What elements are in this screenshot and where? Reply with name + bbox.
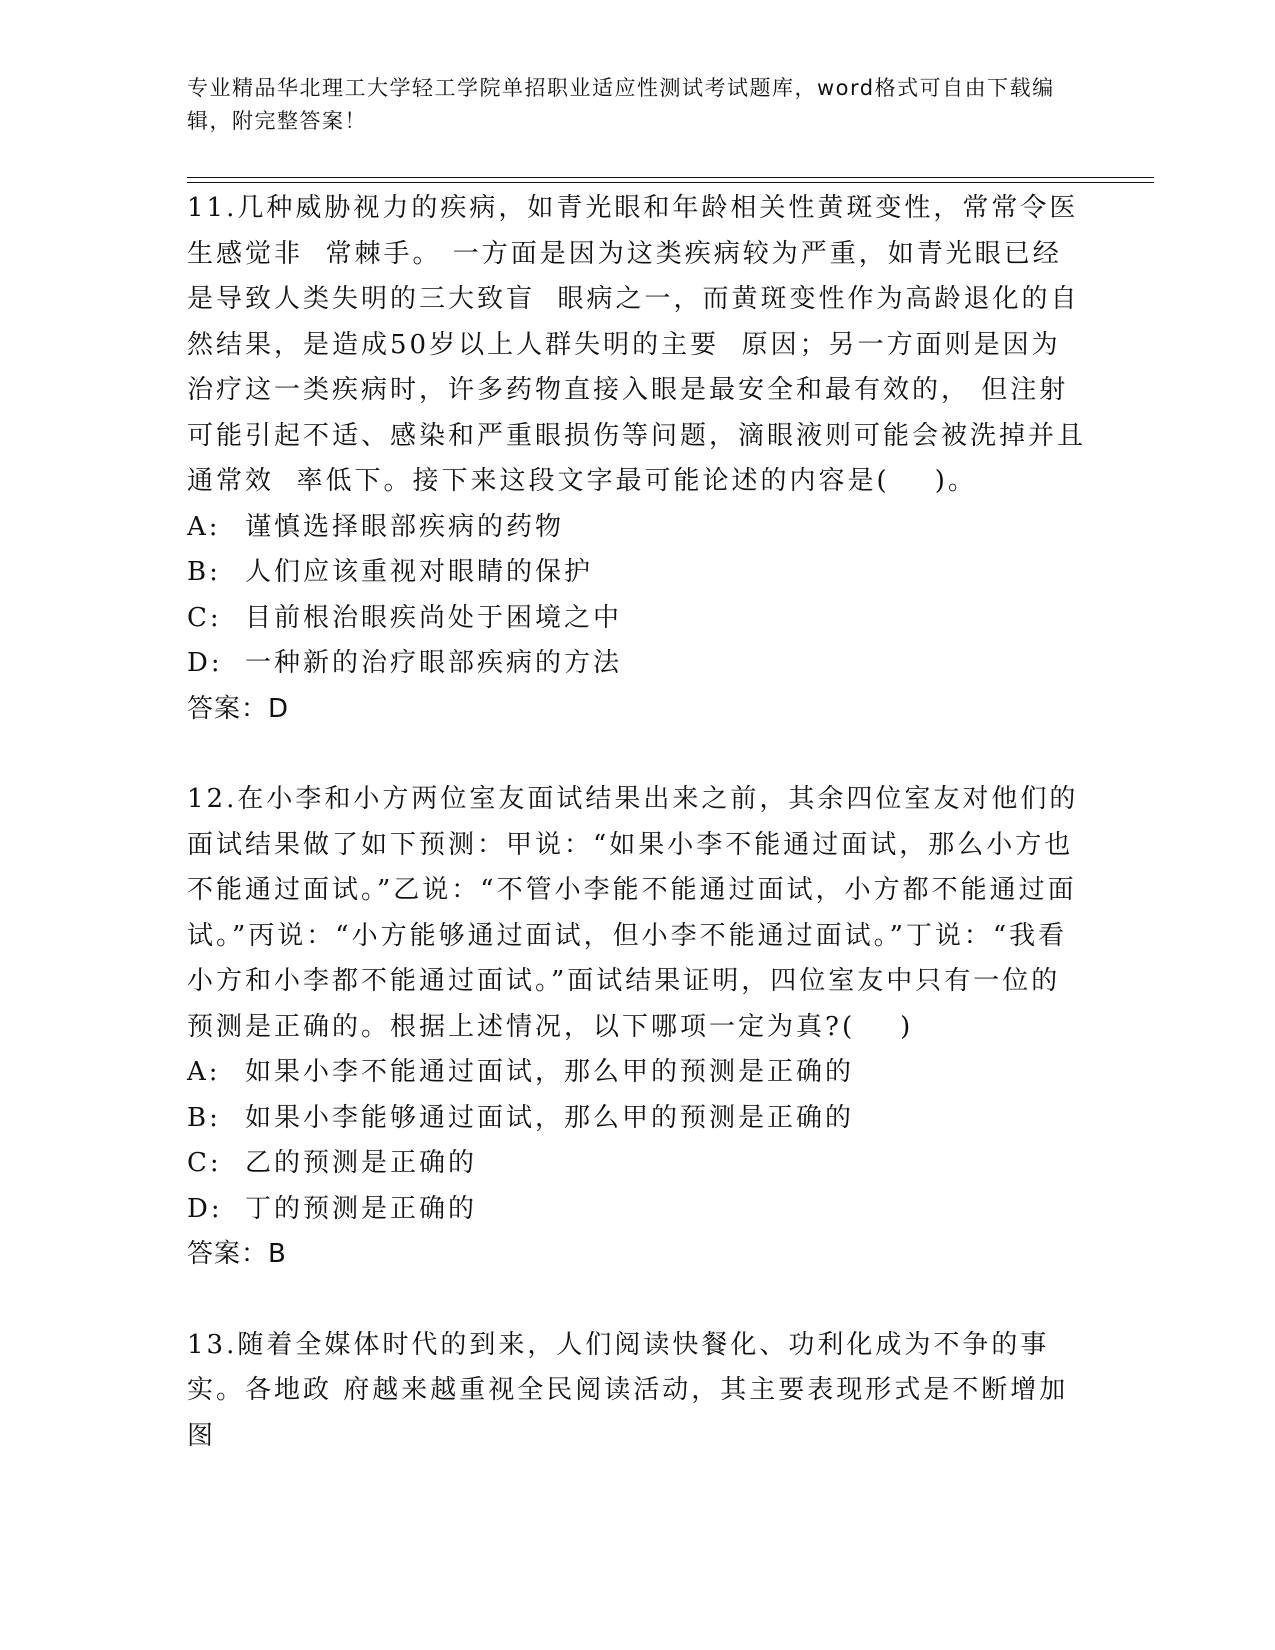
option-c	[187, 596, 1087, 642]
option-label: A:	[187, 1057, 221, 1087]
question-text: 11.几种威胁视力的疾病，如青光眼和年龄相关性黄斑变性，常常令医生感觉非 常棘手。 一方面是因为这类疾病较为严重，如青光眼已经是导致人类失明的三大致盲 眼病之一，而黄斑变性作为高龄退化的自然结果，是造成50岁以上人群失明的主要 原因；另一方面则是因为治疗这一类疾病时，许多药物直接入眼是最安全和最有效的， 但注射可能引起不适、感染和严重眼损伤等问题，滴眼液则可能会被洗掉并且通常效 率低下。接下来这段文字最可能论述的内容是( )。	[187, 193, 1087, 496]
option-text: 人们应该重视对眼睛的保护	[245, 557, 594, 587]
option-label: D:	[187, 648, 223, 678]
question-13	[187, 1323, 1087, 1460]
answer-line: 答案：B	[187, 1239, 287, 1269]
header-rule-top	[187, 177, 1154, 178]
question-text: 13.随着全媒体时代的到来，人们阅读快餐化、功利化成为不争的事实。各地政 府越来越重视全民阅读活动，其主要表现形式是不断增加图	[187, 1329, 1069, 1451]
option-text: 目前根治眼疾尚处于困境之中	[245, 602, 623, 633]
option-c	[187, 1141, 1087, 1187]
option-a	[187, 505, 1087, 551]
question-text: 12.在小李和小方两位室友面试结果出来之前，其余四位室友对他们的面试结果做了如下预测：甲说：“如果小李不能通过面试，那么小方也不能通过面试。”乙说：“不管小李能不能通过面试，小方都不能通过面试。”丙说：“小方能够通过面试，但小李不能通过面试。”丁说：“我看小方和小李都不能通过面试。”面试结果证明，四位室友中只有一位的预测是正确的。根据上述情况，以下哪项一定为真?( )	[187, 784, 1079, 1042]
option-text: 乙的预测是正确的	[245, 1148, 478, 1178]
option-label: A:	[187, 511, 221, 542]
option-text: 如果小李能够通过面试，那么甲的预测是正确的	[245, 1102, 855, 1133]
document-header	[187, 72, 1067, 138]
option-b	[187, 1096, 1087, 1142]
option-label: B:	[187, 557, 221, 587]
option-text: 丁的预测是正确的	[245, 1193, 478, 1224]
header-text: 专业精品华北理工大学轻工学院单招职业适应性测试考试题库，word格式可自由下载编辑，附完整答案！	[187, 76, 1055, 133]
option-label: B:	[187, 1102, 221, 1133]
document-body	[187, 186, 1087, 1459]
question-12	[187, 777, 1087, 1278]
option-d	[187, 641, 1087, 687]
option-label: D:	[187, 1193, 223, 1224]
option-text: 谨慎选择眼部疾病的药物	[245, 511, 565, 542]
option-text: 如果小李不能通过面试，那么甲的预测是正确的	[245, 1057, 855, 1087]
option-label: C:	[187, 602, 222, 633]
option-a	[187, 1050, 1087, 1096]
option-d	[187, 1187, 1087, 1233]
option-b	[187, 550, 1087, 596]
option-text: 一种新的治疗眼部疾病的方法	[245, 648, 623, 678]
question-11	[187, 186, 1087, 732]
option-label: C:	[187, 1148, 222, 1178]
question-spacer	[187, 732, 1087, 777]
answer-line: 答案：D	[187, 693, 290, 724]
question-spacer	[187, 1278, 1087, 1323]
header-rule-bottom	[187, 182, 1154, 183]
